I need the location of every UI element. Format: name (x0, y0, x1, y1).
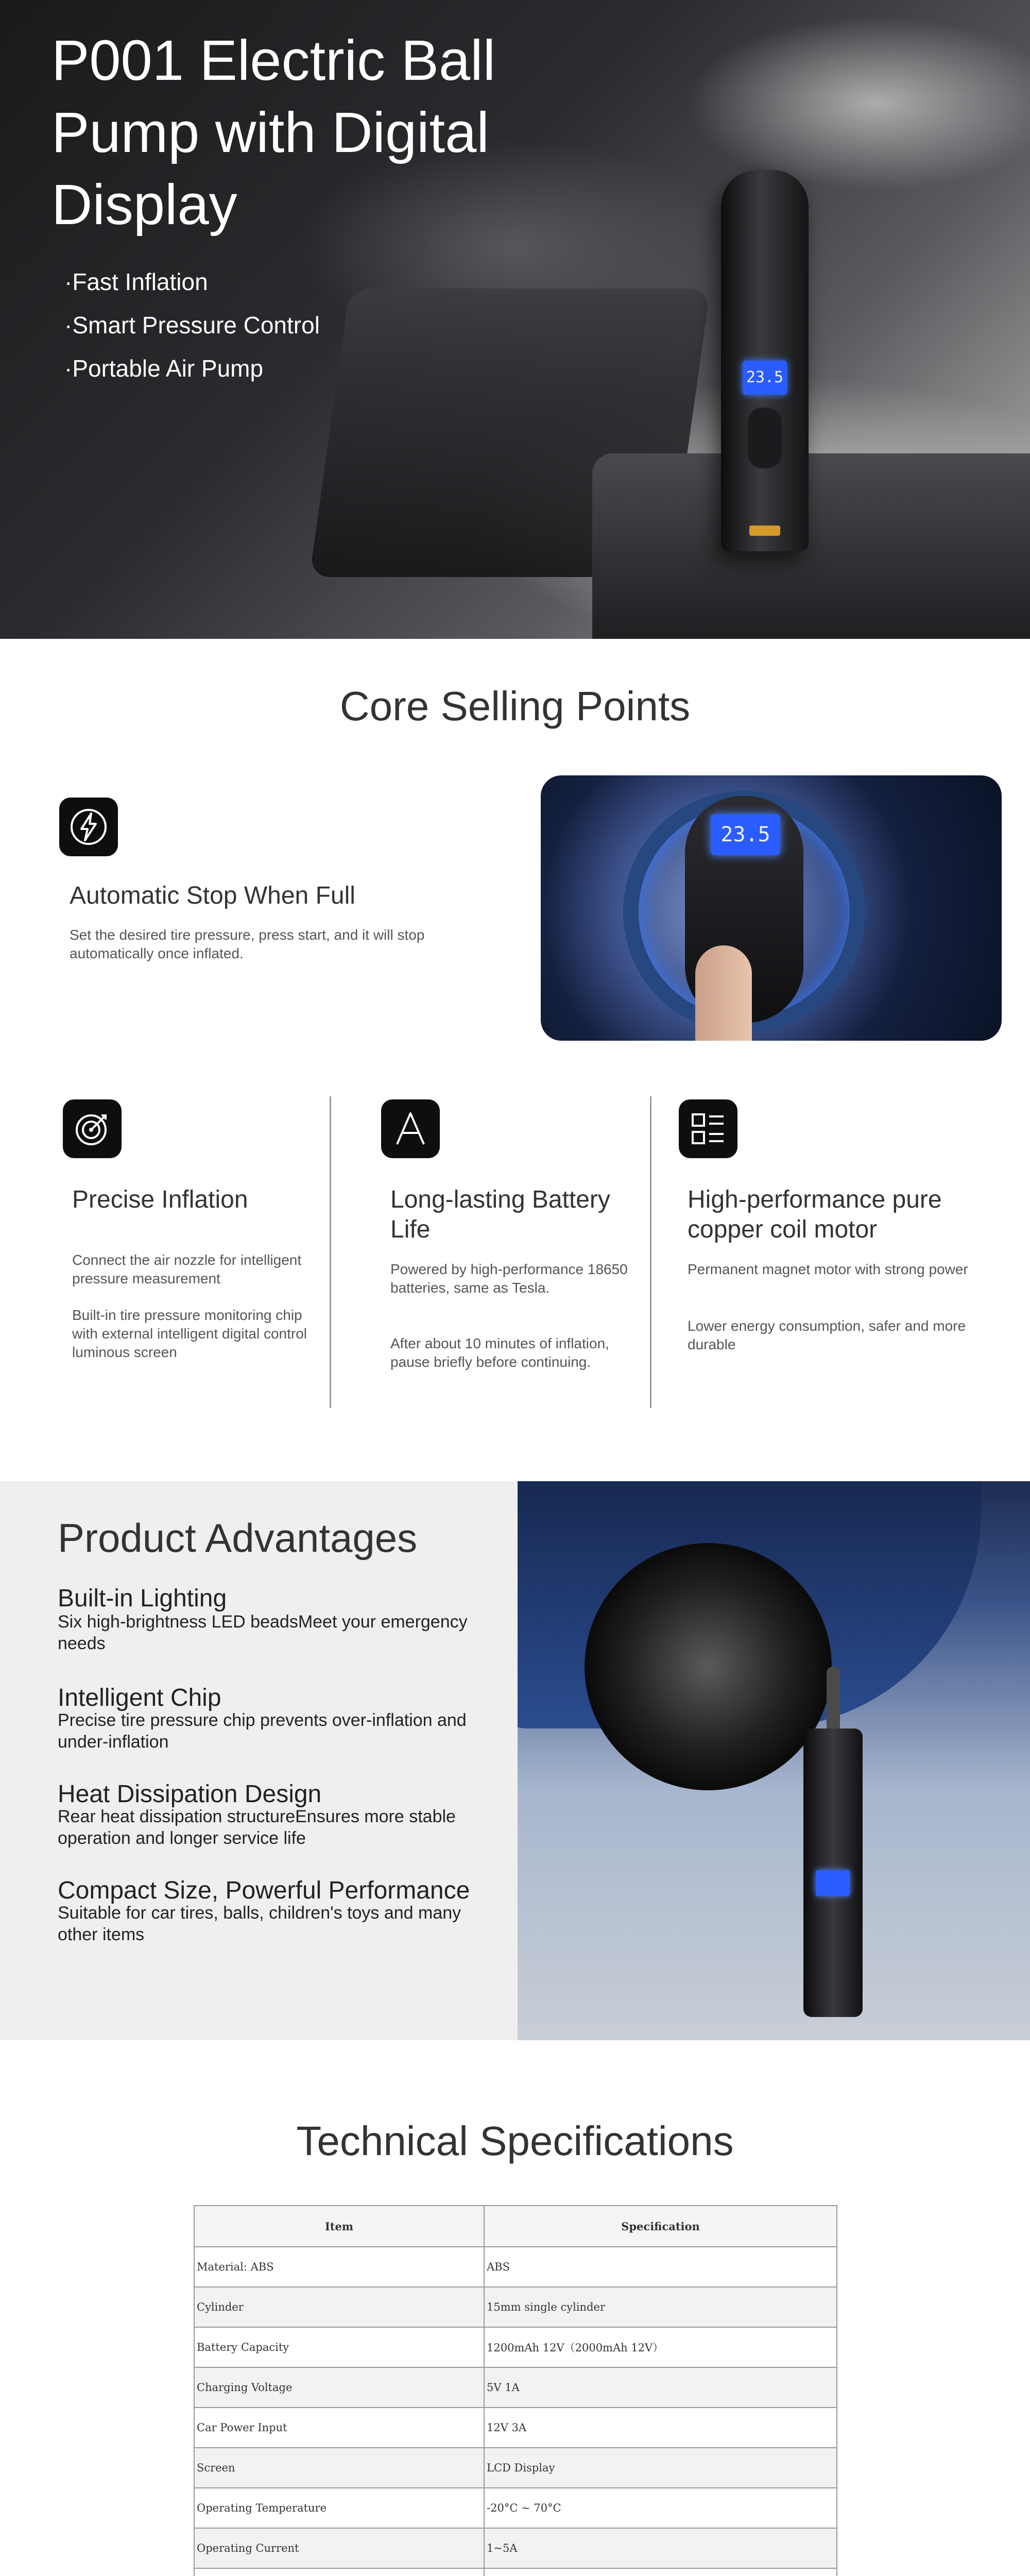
hero-title: P001 Electric Ball Pump with Digital Display (52, 29, 496, 236)
spec-value: 1~5A (484, 2528, 837, 2568)
auto-stop-product-image (541, 775, 1002, 1041)
grid-list-icon (679, 1099, 737, 1158)
image-pump-hose (827, 1667, 840, 1734)
table-row (194, 2568, 837, 2576)
core-section-title: Core Selling Points (339, 683, 691, 729)
spec-item (194, 2568, 484, 2576)
feature-title: Precise Inflation (72, 1186, 248, 1213)
advantage-text: Precise tire pressure chip prevents over-inflation and under-inflation (58, 1710, 467, 1752)
image-finger-press (695, 945, 752, 1041)
hero-bullet: ·Fast Inflation (64, 268, 208, 295)
table-row (194, 2408, 837, 2448)
spec-value: 15mm single cylinder (484, 2287, 837, 2327)
feature-text: Permanent magnet motor with strong power (688, 1261, 968, 1277)
main-feature-text: Set the desired tire pressure, press start, and it will stop automatically once inflated. (70, 927, 425, 961)
spec-item: Charging Voltage (194, 2367, 484, 2408)
hero-product-buttons (747, 407, 783, 469)
spec-item: Screen (194, 2448, 484, 2488)
spec-value: ABS (484, 2247, 837, 2287)
table-row (194, 2327, 837, 2367)
advantage-title: Built-in Lighting (58, 1585, 227, 1612)
column-header: Item (194, 2206, 484, 2247)
feature-text: After about 10 minutes of inflation, pause briefly before continuing. (390, 1335, 609, 1370)
image-pump-lcd (816, 1870, 850, 1896)
feature-text: Lower energy consumption, safer and more durable (688, 1318, 966, 1352)
image-lcd-display: 23.5 (711, 814, 780, 855)
spec-item: Car Power Input (194, 2408, 484, 2448)
specs-title: Technical Specifications (296, 2118, 734, 2164)
spec-item: Operating Current (194, 2528, 484, 2568)
divider (650, 1096, 651, 1408)
specs-table (194, 2205, 837, 2576)
feature-text: Connect the air nozzle for intelligent pressure measurement (72, 1252, 302, 1286)
hero-product-lcd: 23.5 (743, 361, 787, 395)
advantage-text: Suitable for car tires, balls, children's toys and many other items (58, 1903, 461, 1944)
spec-item: Material: ABS (194, 2247, 484, 2287)
spec-value: LCD Display (484, 2448, 837, 2488)
table-row (194, 2367, 837, 2408)
advantage-text: Rear heat dissipation structureEnsures more stable operation and longer service life (58, 1807, 456, 1848)
table-row (194, 2528, 837, 2568)
spec-value: 12V 3A (484, 2408, 837, 2448)
car-console-background (592, 453, 1030, 639)
feature-text: Built-in tire pressure monitoring chip with external intelligent digital control luminous screen (72, 1307, 307, 1360)
hero-banner (0, 0, 1030, 639)
feature-text: Powered by high-performance 18650 batteries, same as Tesla. (390, 1261, 628, 1296)
hero-bullet: ·Portable Air Pump (64, 355, 264, 382)
advantage-title: Compact Size, Powerful Performance (58, 1877, 470, 1904)
image-car-wheel (585, 1543, 832, 1790)
hero-bullet-list (64, 260, 320, 390)
spec-item: Operating Temperature (194, 2488, 484, 2528)
spec-value: -20°C ~ 70°C (484, 2488, 837, 2528)
table-header-row (194, 2206, 837, 2247)
table-row (194, 2247, 837, 2287)
advantages-panel (0, 1481, 518, 2040)
lightning-icon (59, 798, 118, 856)
spec-value: 5V 1A (484, 2367, 837, 2408)
target-icon (63, 1099, 122, 1158)
spec-item: Cylinder (194, 2287, 484, 2327)
image-pump-body (803, 1728, 863, 2017)
advantages-title: Product Advantages (58, 1515, 418, 1561)
letter-a-icon (381, 1099, 440, 1158)
column-header: Specification (484, 2206, 837, 2247)
feature-title: Long-lasting Battery Life (390, 1186, 610, 1243)
hero-product-image (721, 170, 809, 551)
advantage-text: Six high-brightness LED beadsMeet your emergency needs (58, 1612, 468, 1653)
spec-item: Battery Capacity (194, 2327, 484, 2367)
advantages-product-image (518, 1481, 1030, 2040)
main-feature-title: Automatic Stop When Full (70, 882, 355, 909)
hero-product-usb-port (749, 526, 780, 536)
spec-value: 1200mAh 12V（2000mAh 12V） (484, 2327, 837, 2367)
table-row (194, 2287, 837, 2327)
table-row (194, 2448, 837, 2488)
advantage-title: Intelligent Chip (58, 1684, 221, 1711)
advantage-title: Heat Dissipation Design (58, 1781, 322, 1808)
spec-value (484, 2568, 837, 2576)
divider (330, 1096, 331, 1408)
feature-title: High-performance pure copper coil motor (688, 1186, 942, 1243)
hero-bullet: ·Smart Pressure Control (64, 312, 320, 338)
table-row (194, 2488, 837, 2528)
